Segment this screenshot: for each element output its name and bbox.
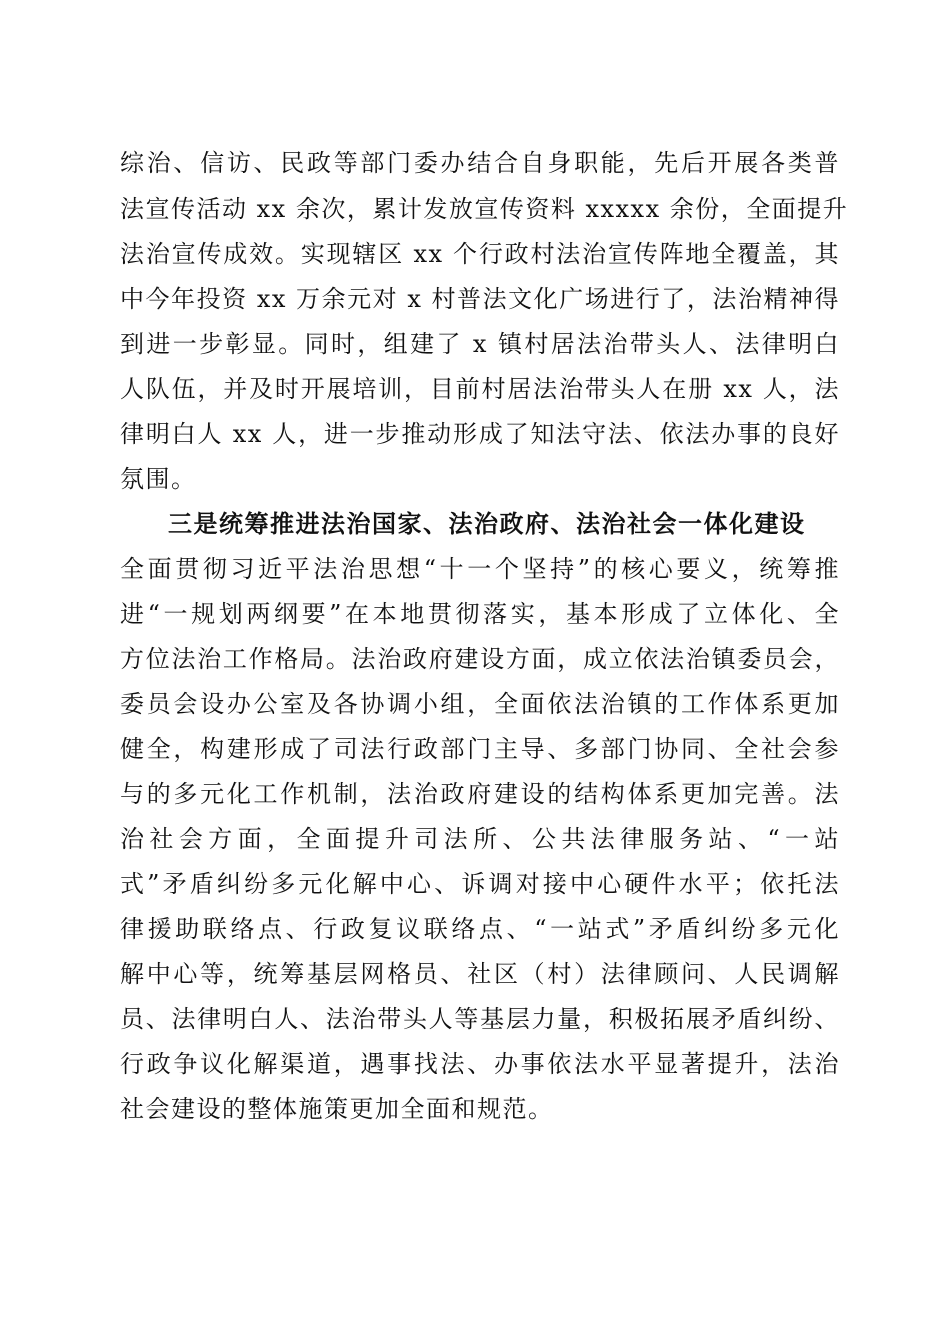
body-text-line: 行政争议化解渠道，遇事找法、办事依法水平显著提升，法治 [120, 1050, 840, 1078]
body-text-line: 综治、信访、民政等部门委办结合自身职能，先后开展各类普 [120, 149, 840, 177]
body-text-line: 健全，构建形成了司法行政部门主导、多部门协同、全社会参 [120, 735, 840, 763]
body-text-line: 式”矛盾纠纷多元化解中心、诉调对接中心硬件水平；依托法 [120, 870, 840, 898]
body-text-line: 员、法律明白人、法治带头人等基层力量，积极拓展矛盾纠纷、 [120, 1005, 840, 1033]
body-text-line: 律援助联络点、行政复议联络点、“一站式”矛盾纠纷多元化 [120, 915, 840, 943]
body-text-line: 氛围。 [120, 465, 197, 493]
body-text-line: 法治宣传成效。实现辖区 xx 个行政村法治宣传阵地全覆盖，其 [120, 240, 840, 268]
body-text-line: 进“一规划两纲要”在本地贯彻落实，基本形成了立体化、全 [120, 600, 840, 628]
body-text-line: 方位法治工作格局。法治政府建设方面，成立依法治镇委员会， [120, 645, 840, 673]
body-text-line: 律明白人 xx 人，进一步推动形成了知法守法、依法办事的良好 [120, 420, 840, 448]
body-text-line: 与的多元化工作机制，法治政府建设的结构体系更加完善。法 [120, 780, 840, 808]
body-text-line: 委员会设办公室及各协调小组，全面依法治镇的工作体系更加 [120, 690, 840, 718]
body-text-line: 全面贯彻习近平法治思想“十一个坚持”的核心要义，统筹推 [120, 555, 840, 583]
body-text-line: 人队伍，并及时开展培训，目前村居法治带头人在册 xx 人，法 [120, 375, 840, 403]
body-text-line: 社会建设的整体施策更加全面和规范。 [120, 1095, 554, 1123]
section-heading: 三是统筹推进法治国家、法治政府、法治社会一体化建设 [168, 509, 806, 538]
body-text-line: 法宣传活动 xx 余次，累计发放宣传资料 xxxxx 余份，全面提升 [120, 195, 849, 223]
body-text-line: 治社会方面，全面提升司法所、公共法律服务站、“一站 [120, 825, 840, 853]
body-text-line: 到进一步彰显。同时，组建了 x 镇村居法治带头人、法律明白 [120, 330, 840, 358]
body-text-line: 解中心等，统筹基层网格员、社区（村）法律顾问、人民调解 [120, 960, 840, 988]
body-text-line: 中今年投资 xx 万余元对 x 村普法文化广场进行了，法治精神得 [120, 285, 840, 313]
